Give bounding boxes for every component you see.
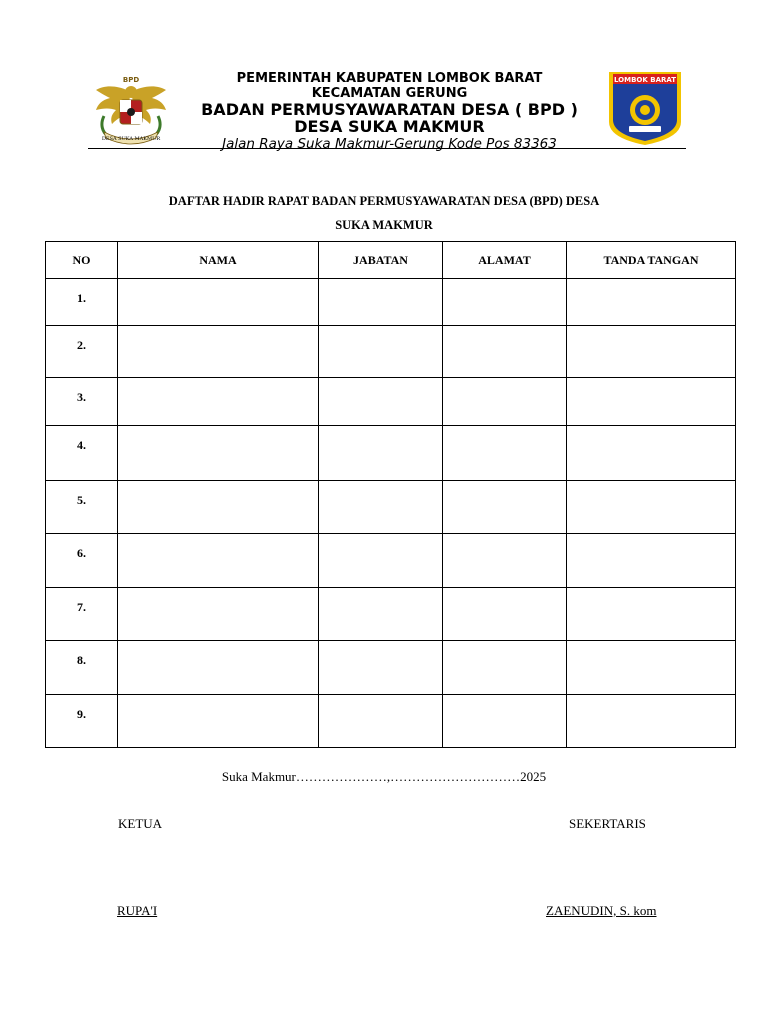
- garuda-emblem-icon: [90, 72, 172, 146]
- jabatan-cell[interactable]: [319, 534, 443, 588]
- signature-cell[interactable]: [567, 695, 736, 748]
- table-row: [46, 481, 736, 534]
- signature-cell[interactable]: [567, 326, 736, 378]
- logo-top-text: BPD: [122, 76, 140, 84]
- row-number: 7.: [46, 588, 118, 641]
- jabatan-cell[interactable]: [319, 695, 443, 748]
- secretary-role: SEKERTARIS: [569, 816, 646, 831]
- letterhead-village: DESA SUKA MAKMUR: [294, 117, 485, 136]
- place-date-line: Suka Makmur…………………,…………………………2025: [221, 769, 547, 784]
- header-nama: NAMA: [118, 242, 319, 279]
- alamat-cell[interactable]: [443, 588, 567, 641]
- letterhead-rule: [88, 148, 686, 149]
- alamat-cell[interactable]: [443, 378, 567, 426]
- row-number: 3.: [46, 378, 118, 426]
- secretary-name: ZAENUDIN, S. kom: [546, 903, 657, 918]
- letterhead-district: KECAMATAN GERUNG: [311, 86, 468, 101]
- letterhead-text: [172, 70, 607, 154]
- table-row: [46, 279, 736, 326]
- table-row: [46, 534, 736, 588]
- header-alamat: ALAMAT: [443, 242, 567, 279]
- header-tanda-tangan: TANDA TANGAN: [567, 242, 736, 279]
- letterhead-government: PEMERINTAH KABUPATEN LOMBOK BARAT: [236, 71, 543, 86]
- row-number: 8.: [46, 641, 118, 695]
- nama-cell[interactable]: [118, 326, 319, 378]
- letterhead-agency: BADAN PERMUSYAWARATAN DESA ( BPD ): [201, 100, 578, 119]
- nama-cell[interactable]: [118, 588, 319, 641]
- table-row: [46, 426, 736, 481]
- jabatan-cell[interactable]: [319, 641, 443, 695]
- jabatan-cell[interactable]: [319, 481, 443, 534]
- letterhead: [88, 68, 686, 152]
- alamat-cell[interactable]: [443, 326, 567, 378]
- signature-cell[interactable]: [567, 481, 736, 534]
- row-number: 9.: [46, 695, 118, 748]
- row-number: 1.: [46, 279, 118, 326]
- jabatan-cell[interactable]: [319, 326, 443, 378]
- jabatan-cell[interactable]: [319, 588, 443, 641]
- table-row: [46, 641, 736, 695]
- alamat-cell[interactable]: [443, 426, 567, 481]
- alamat-cell[interactable]: [443, 534, 567, 588]
- signature-cell[interactable]: [567, 588, 736, 641]
- table-row: [46, 326, 736, 378]
- alamat-cell[interactable]: [443, 279, 567, 326]
- signature-cell[interactable]: [567, 378, 736, 426]
- table-row: [46, 588, 736, 641]
- alamat-cell[interactable]: [443, 481, 567, 534]
- letterhead-address: Jalan Raya Suka Makmur-Gerung Kode Pos 83363: [222, 136, 557, 152]
- header-jabatan: JABATAN: [319, 242, 443, 279]
- nama-cell[interactable]: [118, 641, 319, 695]
- row-number: 4.: [46, 426, 118, 481]
- signature-cell[interactable]: [567, 279, 736, 326]
- chairman-name: RUPA'I: [117, 903, 158, 918]
- table-header-row: [46, 242, 736, 279]
- signature-cell[interactable]: [567, 534, 736, 588]
- nama-cell[interactable]: [118, 378, 319, 426]
- nama-cell[interactable]: [118, 695, 319, 748]
- nama-cell[interactable]: [118, 481, 319, 534]
- chairman-role: KETUA: [118, 816, 163, 831]
- signature-cell[interactable]: [567, 641, 736, 695]
- lombok-barat-shield-icon: [607, 70, 683, 146]
- row-number: 5.: [46, 481, 118, 534]
- header-no: NO: [46, 242, 118, 279]
- table-row: [46, 378, 736, 426]
- nama-cell[interactable]: [118, 534, 319, 588]
- alamat-cell[interactable]: [443, 641, 567, 695]
- document-title: DAFTAR HADIR RAPAT BADAN PERMUSYAWARATAN DESA (BPD) DESA: [168, 194, 600, 208]
- logo-ribbon-text: DESA SUKA MAKMUR: [101, 136, 161, 142]
- document-subtitle: SUKA MAKMUR: [335, 218, 433, 232]
- attendance-table: [45, 241, 736, 748]
- jabatan-cell[interactable]: [319, 426, 443, 481]
- row-number: 2.: [46, 326, 118, 378]
- nama-cell[interactable]: [118, 426, 319, 481]
- nama-cell[interactable]: [118, 279, 319, 326]
- table-row: [46, 695, 736, 748]
- signature-cell[interactable]: [567, 426, 736, 481]
- jabatan-cell[interactable]: [319, 378, 443, 426]
- logo-banner-text: LOMBOK BARAT: [613, 76, 677, 84]
- row-number: 6.: [46, 534, 118, 588]
- jabatan-cell[interactable]: [319, 279, 443, 326]
- alamat-cell[interactable]: [443, 695, 567, 748]
